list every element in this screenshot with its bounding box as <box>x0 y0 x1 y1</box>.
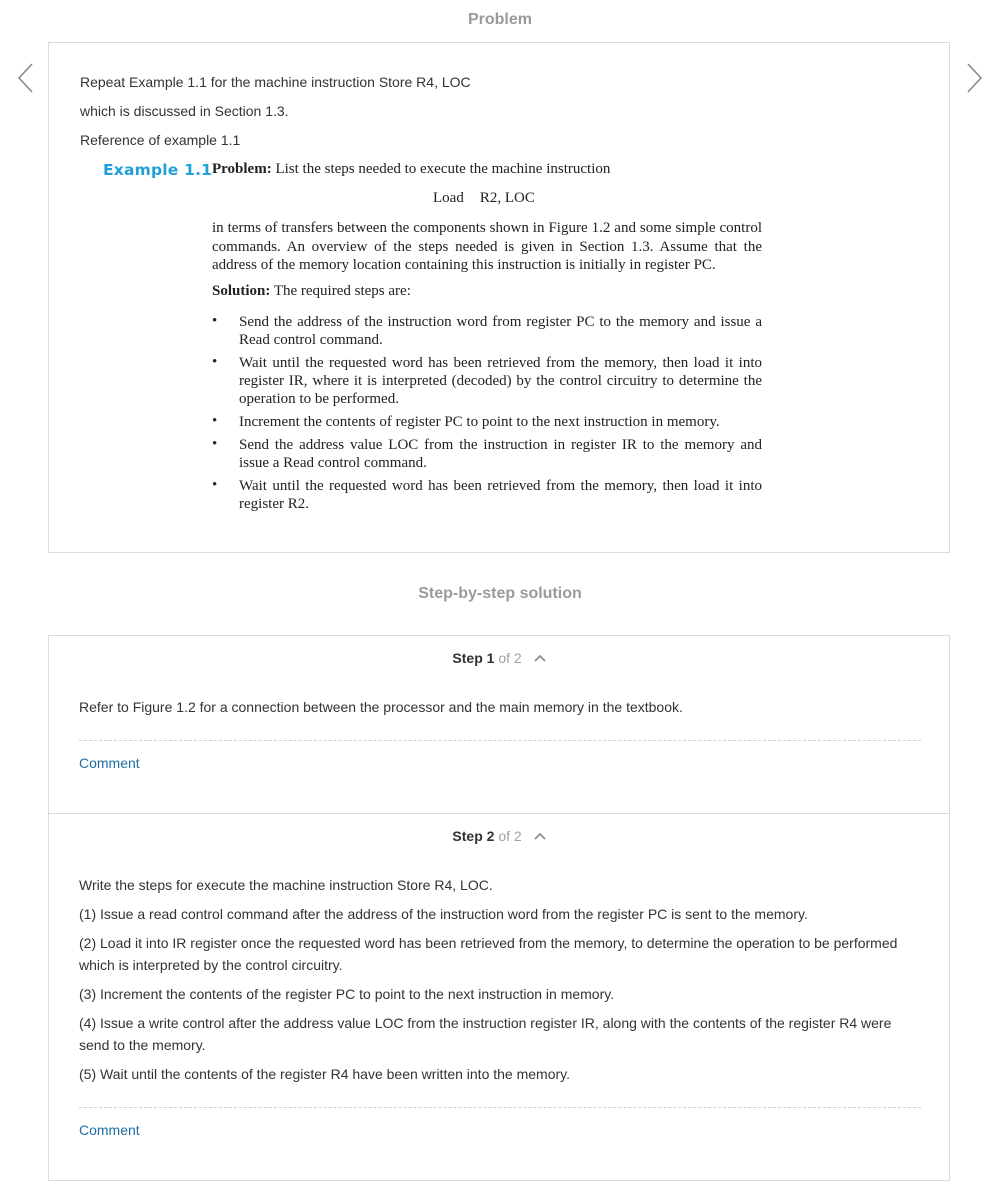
step-2-header[interactable] <box>49 828 949 844</box>
step-1-text: Refer to Figure 1.2 for a connection between the processor and the main memory in the textbook. <box>79 699 683 715</box>
step-2-comment-link[interactable]: Comment <box>79 1122 140 1138</box>
problem-text: List the steps needed to execute the machine instruction <box>271 161 611 177</box>
step-2-line-1: (1) Issue a read control command after the address of the instruction word from the register PC is sent to the memory. <box>79 906 808 922</box>
prev-problem-button[interactable] <box>16 62 36 94</box>
problem-line-3: Reference of example 1.1 <box>80 132 241 148</box>
step-1-divider <box>79 740 921 741</box>
problem-heading: Problem <box>467 11 532 28</box>
problem-line-2: which is discussed in Section 1.3. <box>80 103 289 119</box>
solution-heading: Step-by-step solution <box>418 585 582 602</box>
chevron-right-icon <box>964 62 984 94</box>
example-solution-line <box>212 283 411 300</box>
step-2-label: Step 2 <box>452 828 495 844</box>
step-2-line-3: (3) Increment the contents of the register PC to point to the next instruction in memory. <box>79 986 615 1002</box>
step-1-header[interactable] <box>49 650 949 666</box>
problem-card: Repeat Example 1.1 for the machine instruction Store R4, LOC which is discussed in Section 1.3. Reference of example 1.1 Example 1.1 Problem: List the steps needed to execute the machine instruction Load R2, LOC in terms of transfers between the components shown in Figure 1.2 and some simple control commands. An overview of the steps needed is given in Section 1.3. Assume that the address of the memory location containing this instruction is initially in register PC. Solution: The required steps are: • Send the address of the instruction word from register PC to the memory and issue a Read control command. • Wait until the requested word has been retrieved from the memory, then load it into register IR, where it is interpreted (decoded) by the control circuitry to determine the operation to be performed. • Increment the contents of register PC to point to the next instruction in memory. • Send the address value LOC from the instruction in register IR to the memory and issue a Read control command. • Wait until the requested word has been retrieved from the memory, then load it into register R2. <box>48 42 950 553</box>
solution-label: Solution: <box>212 283 271 299</box>
step-divider <box>49 813 949 814</box>
example-label: Example 1.1 <box>103 161 213 179</box>
step-2-line-5: (5) Wait until the contents of the register R4 have been written into the memory. <box>79 1066 571 1082</box>
instruction-args: R2, LOC <box>479 190 535 206</box>
chevron-up-icon[interactable] <box>534 832 546 840</box>
step-1-label: Step 1 <box>452 650 495 666</box>
step-2-count: of 2 <box>498 828 522 844</box>
problem-label: Problem: <box>212 161 272 177</box>
solution-text: The required steps are: <box>270 283 411 299</box>
solution-card <box>48 635 950 1181</box>
step-1-comment-link[interactable]: Comment <box>79 755 140 771</box>
problem-line-1: Repeat Example 1.1 for the machine instruction Store R4, LOC <box>80 74 471 90</box>
step-2-line-0: Write the steps for execute the machine instruction Store R4, LOC. <box>79 877 493 893</box>
step-2-divider <box>79 1107 921 1108</box>
instruction-op: Load <box>433 190 464 206</box>
step-1-count: of 2 <box>498 650 522 666</box>
step-2-line-2: (2) Load it into IR register once the requested word has been retrieved from the memory, to determine the operation to be performed which is interpreted by the control circuitry. <box>79 935 898 973</box>
next-problem-button[interactable] <box>964 62 984 94</box>
example-paragraph: in terms of transfers between the components shown in Figure 1.2 and some simple control commands. An overview of the steps needed is given in Section 1.3. Assume that the address of the memory location containing this instruction is initially in register PC. <box>212 220 762 273</box>
example-problem-line <box>212 161 610 178</box>
chevron-left-icon <box>16 62 36 94</box>
chevron-up-icon[interactable] <box>534 654 546 662</box>
example-instruction <box>433 190 535 207</box>
step-2-line-4: (4) Issue a write control after the address value LOC from the instruction register IR, along with the contents of the register R4 were send to the memory. <box>79 1015 892 1053</box>
